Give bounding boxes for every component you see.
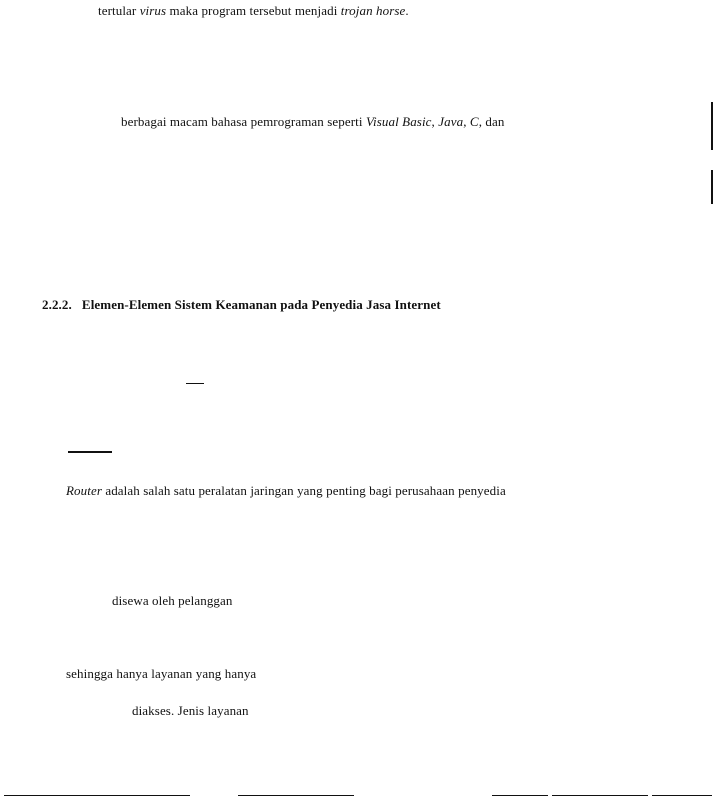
underline-mark xyxy=(186,383,204,384)
change-bar xyxy=(711,102,713,150)
text: disewa oleh pelanggan xyxy=(112,593,233,608)
text: , xyxy=(431,114,439,129)
bottom-rule xyxy=(4,795,190,796)
text-line-sehingga xyxy=(66,666,256,682)
emphasis-router: Router xyxy=(66,483,102,498)
bottom-rule xyxy=(552,795,648,796)
text: , xyxy=(463,114,470,129)
text: maka program tersebut menjadi xyxy=(166,3,341,18)
section-title: Elemen-Elemen Sistem Keamanan pada Penyedia Jasa Internet xyxy=(81,297,441,312)
text-line-languages xyxy=(121,114,504,130)
emphasis-virus: virus xyxy=(139,3,167,18)
section-number: 2.2.2. xyxy=(42,297,72,312)
emphasis-visual-basic: Visual Basic xyxy=(365,114,432,129)
bottom-rule xyxy=(492,795,548,796)
bottom-rule xyxy=(652,795,712,796)
text: sehingga hanya layanan yang hanya xyxy=(66,666,257,681)
section-heading xyxy=(42,297,441,313)
text-line-router xyxy=(66,483,506,499)
text: tertular xyxy=(98,3,140,18)
text: berbagai macam bahasa pemrograman seperti xyxy=(121,114,366,129)
emphasis-c: C xyxy=(469,114,479,129)
text-line-disewa xyxy=(112,593,233,609)
text: , dan xyxy=(478,114,505,129)
underline-mark xyxy=(68,451,112,453)
bottom-rule xyxy=(238,795,354,796)
change-bar xyxy=(711,170,713,204)
text: adalah salah satu peralatan jaringan yang penting bagi perusahaan penyedia xyxy=(101,483,506,498)
text: . xyxy=(405,3,409,18)
emphasis-java: Java xyxy=(438,114,464,129)
emphasis-trojan-horse: trojan horse xyxy=(340,3,406,18)
text: diakses. Jenis layanan xyxy=(132,703,249,718)
text-line-virus xyxy=(98,3,409,19)
text-line-diakses xyxy=(132,703,249,719)
